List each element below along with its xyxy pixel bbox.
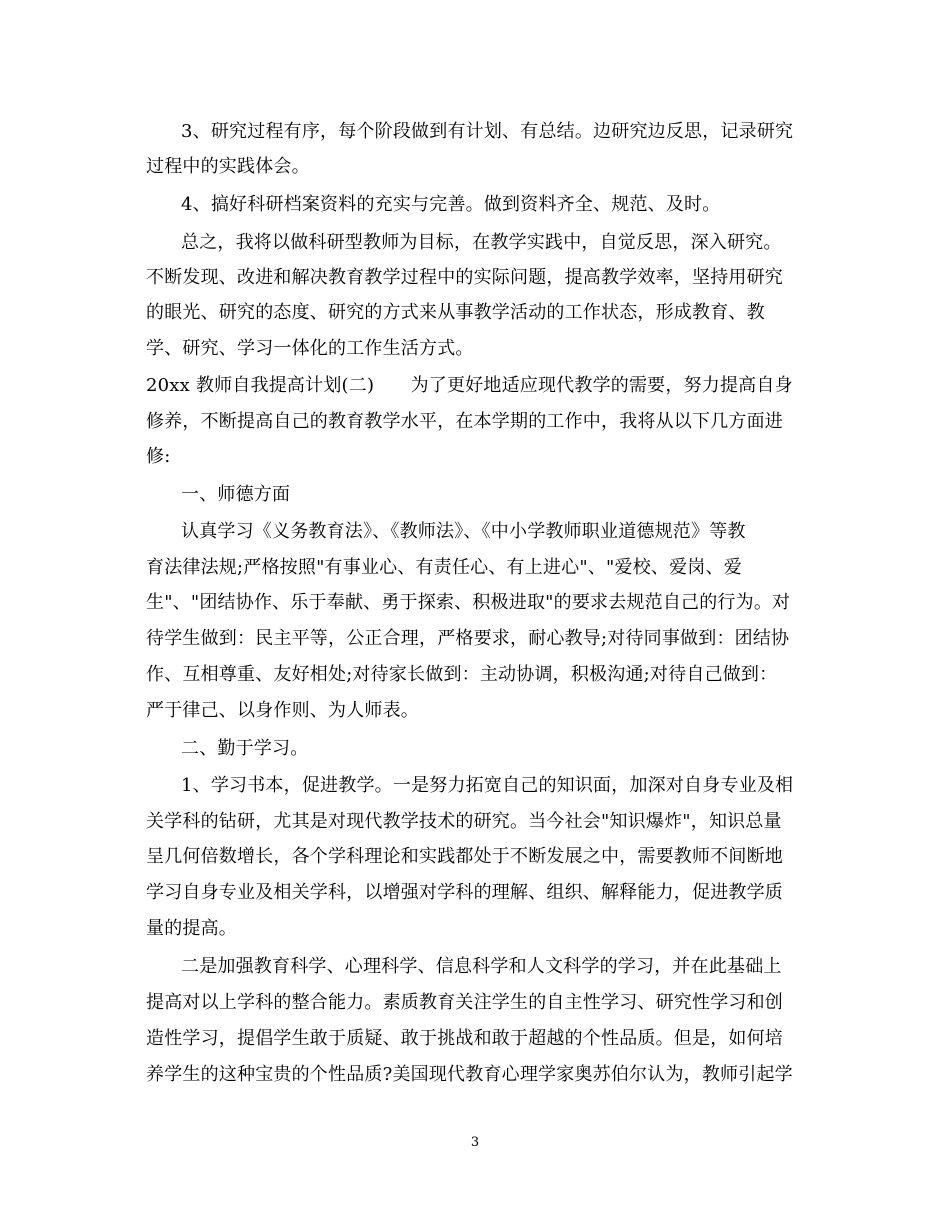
text-line: 二是加强教育科学、心理科学、信息科学和人文科学的学习，并在此基础上 bbox=[181, 956, 782, 977]
text-line: 总之，我将以做科研型教师为目标，在教学实践中，自觉反思，深入研究。 bbox=[181, 232, 782, 253]
text-line: 提高对以上学科的整合能力。素质教育关注学生的自主性学习、研究性学习和创 bbox=[146, 992, 783, 1013]
text-line: 修: bbox=[146, 446, 171, 467]
text-line: 生"、"团结协作、乐于奉献、勇于探索、积极进取"的要求去规范自己的行为。对 bbox=[146, 592, 791, 613]
text-line: 养学生的这种宝贵的个性品质?美国现代教育心理学家奥苏伯尔认为，教师引起学 bbox=[146, 1064, 793, 1085]
text-line: 过程中的实践体会。 bbox=[146, 156, 310, 177]
section-heading: 一、师德方面 bbox=[181, 484, 291, 505]
text-line: 待学生做到：民主平等，公正合理，严格要求，耐心教导;对待同事做到：团结协 bbox=[146, 628, 790, 649]
text-line: 学、研究、学习一体化的工作生活方式。 bbox=[146, 338, 474, 359]
text-line: 量的提高。 bbox=[146, 918, 237, 939]
text-line: 1、学习书本，促进教学。一是努力拓宽自己的知识面，加深对自身专业及相 bbox=[181, 775, 794, 796]
text-line: 的眼光、研究的态度、研究的方式来从事教学活动的工作状态，形成教育、教 bbox=[146, 302, 765, 323]
text-line: 造性学习，提倡学生敢于质疑、敢于挑战和敢于超越的个性品质。但是，如何培 bbox=[146, 1028, 783, 1049]
page-number: 3 bbox=[470, 1135, 480, 1150]
text-line: 认真学习《义务教育法》、《教师法》、《中小学教师职业道德规范》等教 bbox=[181, 521, 746, 542]
text-line: 作、互相尊重、友好相处;对待家长做到：主动协调，积极沟通;对待自己做到： bbox=[146, 664, 778, 685]
text-line: 呈几何倍数增长，各个学科理论和实践都处于不断发展之中，需要教师不间断地 bbox=[146, 846, 783, 867]
text-line: 20xx 教师自我提高计划(二) 为了更好地适应现代教学的需要，努力提高自身 bbox=[146, 375, 793, 396]
text-line: 4、搞好科研档案资料的充实与完善。做到资料齐全、规范、及时。 bbox=[181, 194, 721, 215]
text-line: 关学科的钻研，尤其是对现代教学技术的研究。当今社会"知识爆炸"，知识总量 bbox=[146, 811, 782, 832]
text-line: 3、研究过程有序，每个阶段做到有计划、有总结。边研究边反思，记录研究 bbox=[181, 121, 794, 142]
text-line: 修养，不断提高自己的教育教学水平，在本学期的工作中，我将从以下几方面进 bbox=[146, 411, 783, 432]
text-line: 严于律己、以身作则、为人师表。 bbox=[146, 700, 419, 721]
text-line: 不断发现、改进和解决教育教学过程中的实际问题，提高教学效率，坚持用研究 bbox=[146, 267, 783, 288]
section-heading: 二、勤于学习。 bbox=[181, 738, 309, 759]
text-line: 育法律法规;严格按照"有事业心、有责任心、有上进心"、"爱校、爱岗、爱 bbox=[146, 557, 742, 578]
text-line: 学习自身专业及相关学科，以增强对学科的理解、组织、解释能力，促进教学质 bbox=[146, 882, 783, 903]
